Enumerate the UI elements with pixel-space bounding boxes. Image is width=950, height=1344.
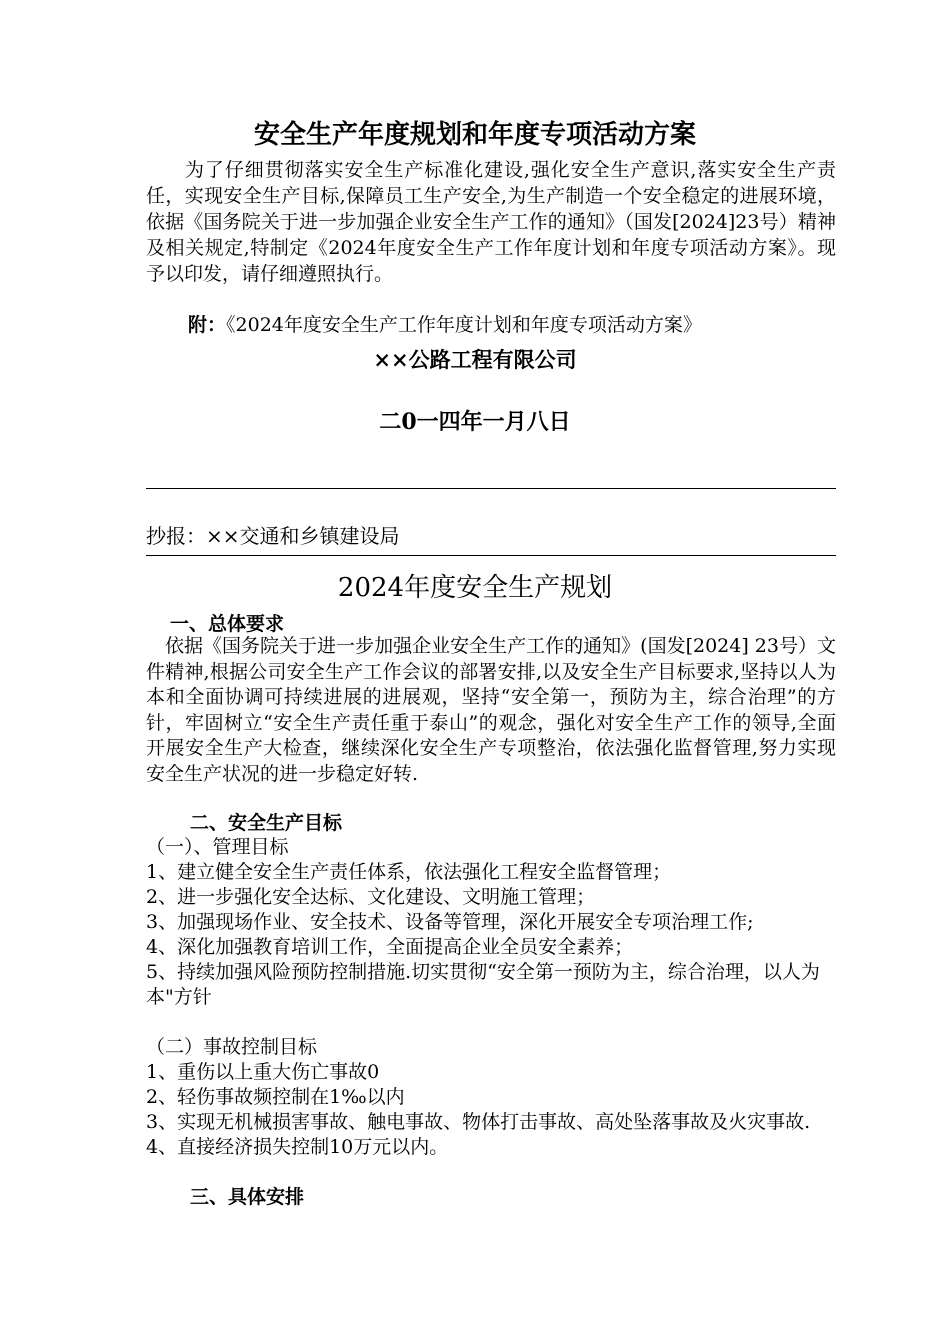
intro-text: 为了仔细贯彻落实安全生产标准化建设,强化安全生产意识,落实安全生产责任，实现安全生产目标,保障员工生产安全,为生产制造一个安全稳定的进展环境，依据《国务院关于进一步加强企业安全生产工作的通知》（国发[2024]23号）精神及相关规定,特制定《2024年度安全生产工作年度计划和年度专项活动方案》。现予以印发，请仔细遵照执行。 [146, 159, 836, 285]
list-item: 4、直接经济损失控制10万元以内。 [146, 1136, 449, 1158]
issue-date: 二0一四年一月八日 [379, 409, 571, 435]
subheading-accident-control: （二）事故控制目标 [146, 1036, 318, 1058]
divider-top [146, 488, 836, 489]
cc-line: 抄报：××交通和乡镇建设局 [146, 524, 400, 548]
list-item: 3、实现无机械损害事故、触电事故、物体打击事故、高处坠落事故及火灾事故. [146, 1111, 811, 1133]
general-requirements-text: 依据《国务院关于进一步加强企业安全生产工作的通知》(国发[2024] 23号）文件精神,根据公司安全生产工作会议的部署安排,以及安全生产目标要求,坚持以人为本和全面协调可持续进展的进展观，坚持“安全第一，预防为主，综合治理”的方针，牢固树立“安全生产责任重于泰山”的观念，强化对安全生产工作的领导,全面开展安全生产大检查，继续深化安全生产专项整治，依法强化监督管理,努力实现安全生产状况的进一步稳定好转. [146, 635, 836, 785]
company-name: ××公路工程有限公司 [373, 347, 577, 372]
divider-bottom [146, 555, 836, 556]
attachment-text: 《2024年度安全生产工作年度计划和年度专项活动方案》 [226, 314, 702, 336]
section-heading-general: 一、总体要求 [170, 613, 285, 635]
general-requirements-paragraph [146, 634, 836, 787]
attachment-line [188, 312, 702, 338]
list-item: 4、深化加强教育培训工作，全面提高企业全员安全素养； [146, 936, 634, 958]
list-item: 5、持续加强风险预防控制措施.切实贯彻“安全第一预防为主，综合治理，以人为本"方针 [146, 961, 820, 1008]
subheading-management: （一）、管理目标 [146, 836, 289, 858]
plan-title: 2024年度安全生产规划 [337, 573, 613, 603]
accident-control-goals [146, 1035, 836, 1160]
attachment-label: 附： [188, 314, 227, 336]
list-item: 1、重伤以上重大伤亡事故0 [146, 1061, 380, 1083]
list-item: 3、加强现场作业、安全技术、设备等管理，深化开展安全专项治理工作; [146, 911, 754, 933]
section-heading-goals: 二、安全生产目标 [190, 812, 343, 834]
list-item: 1、建立健全安全生产责任体系，依法强化工程安全监督管理； [146, 861, 672, 883]
section-heading-arrangements: 三、具体安排 [190, 1186, 305, 1208]
management-goals [146, 835, 836, 1010]
list-item: 2、进一步强化安全达标、文化建设、文明施工管理； [146, 886, 596, 908]
list-item: 2、轻伤事故频控制在1‰以内 [146, 1086, 405, 1108]
page-title: 安全生产年度规划和年度专项活动方案 [253, 120, 696, 150]
intro-paragraph [146, 157, 836, 287]
